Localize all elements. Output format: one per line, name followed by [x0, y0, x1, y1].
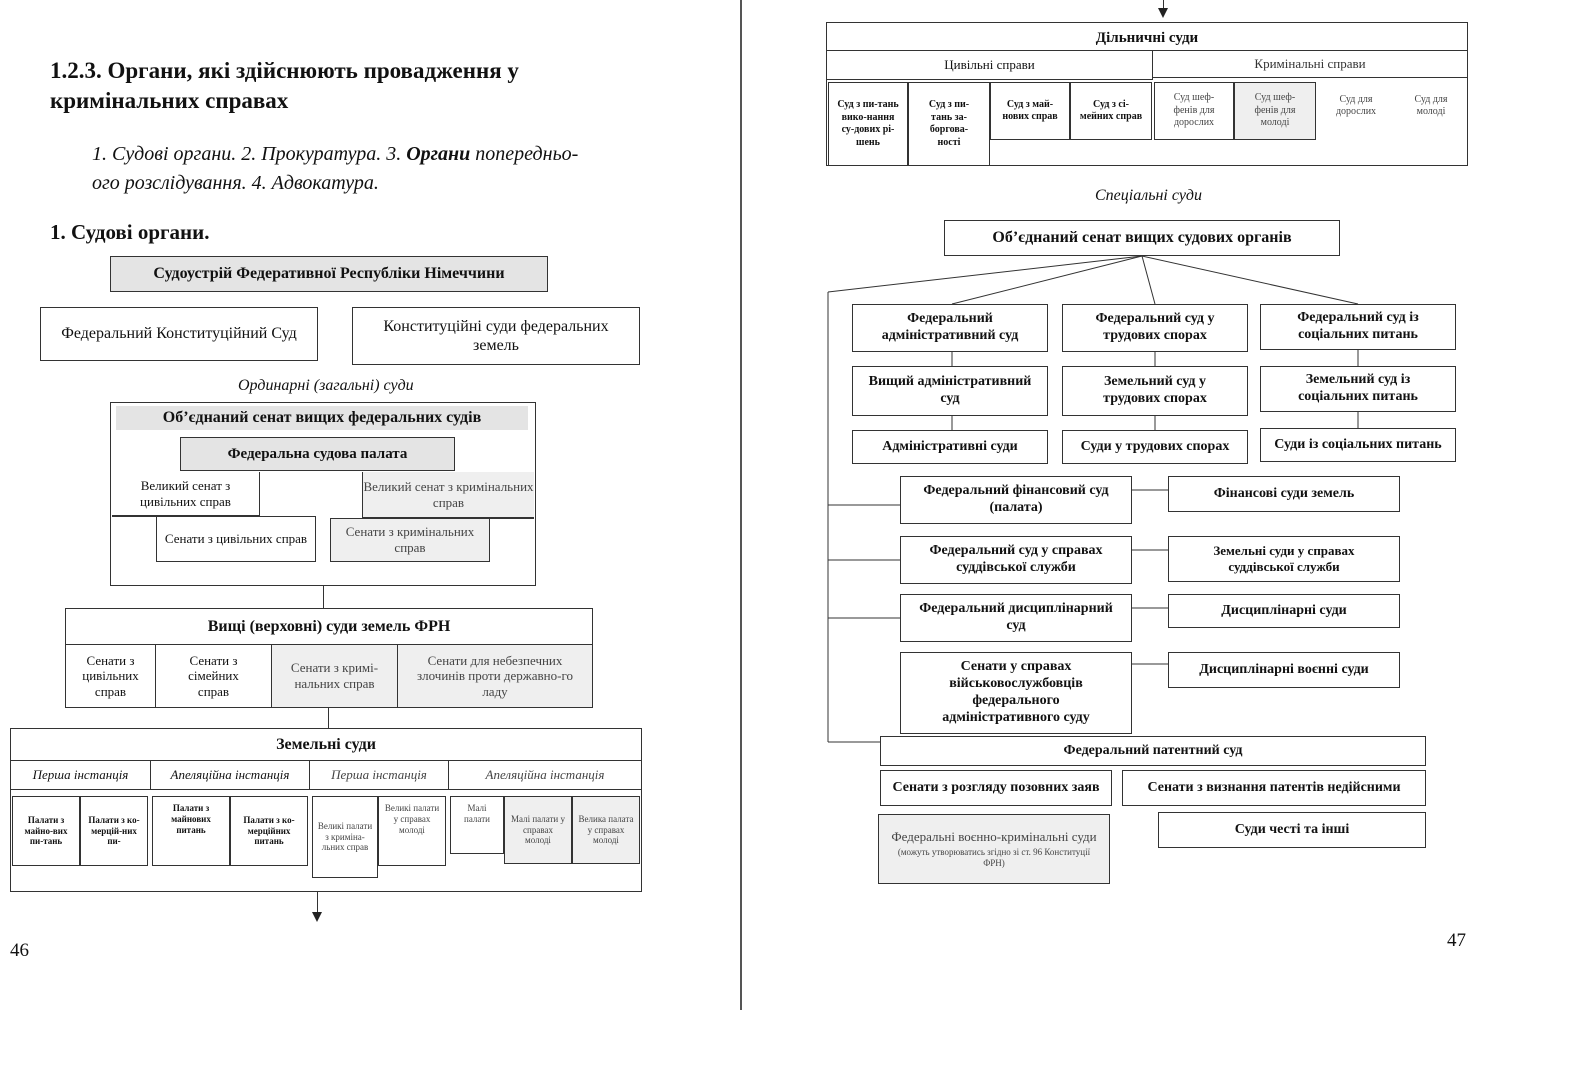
lc-first-instance-2: Перша інстанція: [309, 760, 449, 790]
topics-list-line2: ого розслідування. 4. Адвокатура.: [92, 172, 379, 194]
military-criminal-courts-title: Федеральні воєнно-кримінальні суди: [891, 829, 1097, 845]
dc-criminal-cases: Кримінальні справи: [1152, 50, 1468, 78]
dc-cell: Суд шеф-фенів для молоді: [1234, 82, 1316, 140]
higher-administrative-court: Вищий адміністративний суд: [852, 366, 1048, 416]
military-criminal-courts: [878, 814, 1110, 884]
honour-courts: Суди честі та інші: [1158, 812, 1426, 848]
lc-cell: Велика палата у справах молоді: [572, 796, 640, 864]
military-disciplinary-courts: Дисциплінарні воєнні суди: [1168, 652, 1400, 688]
hc-senates-criminal: Сенати з кримі-нальних справ: [271, 644, 398, 708]
lc-cell: Палати з ко-мерцій-них пи-: [80, 796, 148, 866]
lc-cell: Палати з майнових питань: [152, 796, 230, 866]
subheading-judicial: 1. Судові органи.: [50, 220, 210, 244]
labour-courts: Суди у трудових спорах: [1062, 430, 1248, 464]
federal-court-of-justice: Федеральна судова палата: [180, 437, 455, 471]
district-courts: Дільничні суди: [1095, 30, 1199, 46]
dc-cell: Суд з сі-мейних справ: [1070, 82, 1152, 140]
lc-appeal-instance-1: Апеляційна інстанція: [150, 760, 310, 790]
federal-administrative-court: Федеральний адміністративний суд: [852, 304, 1048, 352]
land-labour-court: Земельний суд у трудових спорах: [1062, 366, 1248, 416]
section-heading-line2: кримінальних справах: [50, 87, 289, 113]
lc-cell: Великі палати у справах молоді: [378, 796, 446, 866]
federal-judicial-service-court: Федеральний суд у справах суддівської служби: [900, 536, 1132, 584]
lc-cell: Малі палати у справах молоді: [504, 796, 572, 864]
dc-cell: Суд з пи-тань за-боргова-ності: [908, 82, 990, 166]
federal-finance-court: Федеральний фінансовий суд (палата): [900, 476, 1132, 524]
great-senate-criminal: Великий сенат з кримінальних справ: [362, 472, 534, 518]
dc-civil-cases: Цивільні справи: [826, 50, 1153, 80]
higher-land-courts: Вищі (верховні) суди земель ФРН: [207, 618, 451, 636]
lc-cell: Великі палати з криміна-льних справ: [312, 796, 378, 878]
federal-constitutional-court: Федеральний Конституційний Суд: [40, 307, 318, 361]
land-courts: Земельні суди: [276, 736, 376, 754]
administrative-courts: Адміністративні суди: [852, 430, 1048, 464]
section-heading-line1: 1.2.3. Органи, які здійснюють провадження у: [50, 58, 519, 83]
federal-patent-court: Федеральний патентний суд: [880, 736, 1426, 766]
patent-invalidity-senates: Сенати з визнання патентів недійсними: [1122, 770, 1426, 806]
joint-senate-federal: Об’єднаний сенат вищих федеральних судів: [116, 406, 528, 430]
ordinary-courts-label: Ординарні (загальні) суди: [238, 377, 414, 394]
dc-cell: Суд шеф-фенів для дорослих: [1154, 82, 1234, 140]
hc-senates-civil: Сенати з цивільних справ: [65, 644, 156, 708]
disciplinary-courts: Дисциплінарні суди: [1168, 594, 1400, 628]
federal-labour-court: Федеральний суд у трудових спорах: [1062, 304, 1248, 352]
senates-criminal: Сенати з кримінальних справ: [330, 518, 490, 562]
lc-cell: Малі палати: [450, 796, 504, 854]
page-number-right: 47: [1447, 930, 1466, 951]
federal-disciplinary-court: Федеральний дисциплінарний суд: [900, 594, 1132, 642]
lc-appeal-instance-2: Апеляційна інстанція: [448, 760, 642, 790]
social-courts: Суди із соціальних питань: [1260, 428, 1456, 462]
patent-claims-senates: Сенати з розгляду позовних заяв: [880, 770, 1112, 806]
dc-cell: Суд з пи-тань вико-нання су-дових рі-шень: [828, 82, 908, 166]
lc-first-instance-1: Перша інстанція: [10, 760, 151, 790]
land-finance-courts: Фінансові суди земель: [1168, 476, 1400, 512]
dc-cell: Суд для молоді: [1396, 82, 1466, 130]
page-number-left: 46: [10, 940, 29, 961]
land-judicial-service-courts: Земельні суди у справах суддівської служби: [1168, 536, 1400, 582]
great-senate-civil: Великий сенат з цивільних справ: [112, 472, 260, 516]
lc-cell: Палати з майно-вих пи-тань: [12, 796, 80, 866]
topics-list-line1: 1. Судові органи. 2. Прокуратура. 3. Органи попередньо-: [92, 143, 579, 165]
federal-social-court: Федеральний суд із соціальних питань: [1260, 304, 1456, 350]
dc-cell: Суд для дорослих: [1316, 82, 1396, 130]
land-constitutional-courts: Конституційні суди федеральних земель: [352, 307, 640, 365]
lc-cell: Палати з ко-мерційних питань: [230, 796, 308, 866]
joint-senate-higher: Об’єднаний сенат вищих судових органів: [944, 220, 1340, 256]
special-courts-label: Спеціальні суди: [1095, 187, 1202, 204]
land-social-court: Земельний суд із соціальних питань: [1260, 366, 1456, 412]
dc-cell: Суд з май-нових справ: [990, 82, 1070, 140]
senates-civil: Сенати з цивільних справ: [156, 516, 316, 562]
military-criminal-courts-note: (можуть утворюватись згідно зі ст. 96 Конституції ФРН): [897, 847, 1091, 868]
hc-senates-family: Сенати з сімейних справ: [155, 644, 272, 708]
military-senates: Сенати у справах військовослужбовців федерального адміністративного суду: [900, 652, 1132, 734]
chart-title: Судоустрій Федеративної Республіки Німеччини: [110, 256, 548, 292]
hc-senates-state-crimes: Сенати для небезпечних злочинів проти державно-го ладу: [397, 644, 593, 708]
